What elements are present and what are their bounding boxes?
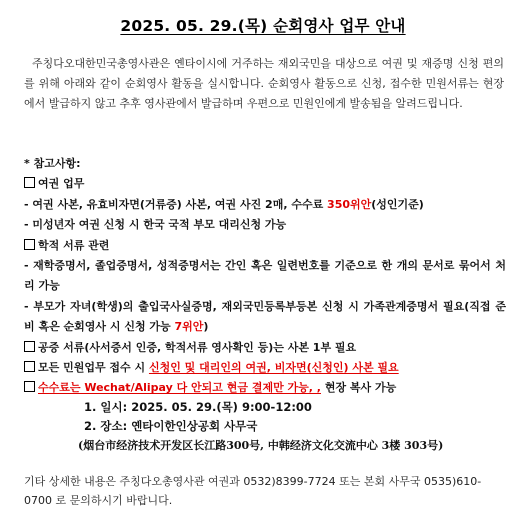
checkbox-icon (24, 177, 35, 188)
notes-heading: * 참고사항: (24, 157, 81, 170)
notary-docs: 공증 서류(사서증서 인증, 학적서류 영사확인 등)는 사본 1부 필요 (24, 338, 506, 358)
intro-paragraph: 주칭다오대한민국총영사관은 옌타이시에 거주하는 재외국민을 대상으로 여권 및 재증명 신청 편의를 위해 아래와 같이 순회영사 활동을 실시합니다. 순회영사 활동으로 신청, 접수한 민원서류는 현장에서 발급하지 않고 추후 영사관에서 발급하며 우편으로 민원인에게 발송됨을 알려드립니다. (24, 57, 504, 110)
event-place: 2. 장소: 옌타이한인상공회 사무국 (84, 419, 258, 433)
notice-title: 2025. 05. 29.(목) 순회영사 업무 안내 (120, 17, 406, 35)
parent-docs-fee: 7위안 (174, 320, 204, 334)
payment-note: 수수료는 Wechat/Alipay 다 안되고 현금 결제만 가능, , 현장 복사 가능 (24, 378, 506, 398)
passport-heading: 여권 업무 (24, 174, 506, 194)
event-info (78, 398, 504, 455)
event-date: 1. 일시: 2025. 05. 29.(목) 9:00-12:00 (84, 400, 312, 414)
checkbox-icon (24, 239, 35, 250)
required-docs-highlight: 신청인 및 대리인의 여권, 비자면(신청인) 사본 필요 (148, 361, 399, 375)
passport-fee: 350위안 (327, 197, 372, 211)
school-docs: - 재학증명서, 졸업증명서, 성적증명서는 간인 혹은 일련번호를 기준으로 한 개의 문서로 묶어서 처리 가능 (24, 259, 506, 293)
checkbox-icon (24, 341, 35, 352)
checkbox-icon (24, 361, 35, 372)
passport-docs: - 여권 사본, 유효비자면(거류증) 사본, 여권 사진 2매, 수수료 350위안(성인기준) (24, 197, 424, 211)
contact-footer: 기타 상세한 내용은 주칭다오총영사관 여권과 0532)8399-7724 또는 본회 사무국 0535)610-0700 로 문의하시기 바랍니다. (24, 475, 482, 507)
minor-passport: - 미성년자 여권 신청 시 한국 국적 부모 대리신청 가능 (24, 218, 287, 232)
checkbox-icon (24, 381, 35, 392)
notes-section (24, 154, 506, 399)
payment-highlight: 수수료는 Wechat/Alipay 다 안되고 현금 결제만 가능, , (38, 381, 321, 395)
event-address: (烟台市经济技术开发区长江路300号, 中韩经济文化交流中心 3楼 303号) (78, 439, 444, 452)
school-heading: 학적 서류 관련 (24, 236, 506, 256)
required-docs: 모든 민원업무 접수 시 신청인 및 대리인의 여권, 비자면(신청인) 사본 필요 (24, 358, 506, 378)
parent-docs: - 부모가 자녀(학생)의 출입국사실증명, 재외국민등록부등본 신청 시 가족관계증명서 필요(직접 준비 혹은 순회영사 시 신청 가능 7위안) (24, 299, 506, 334)
